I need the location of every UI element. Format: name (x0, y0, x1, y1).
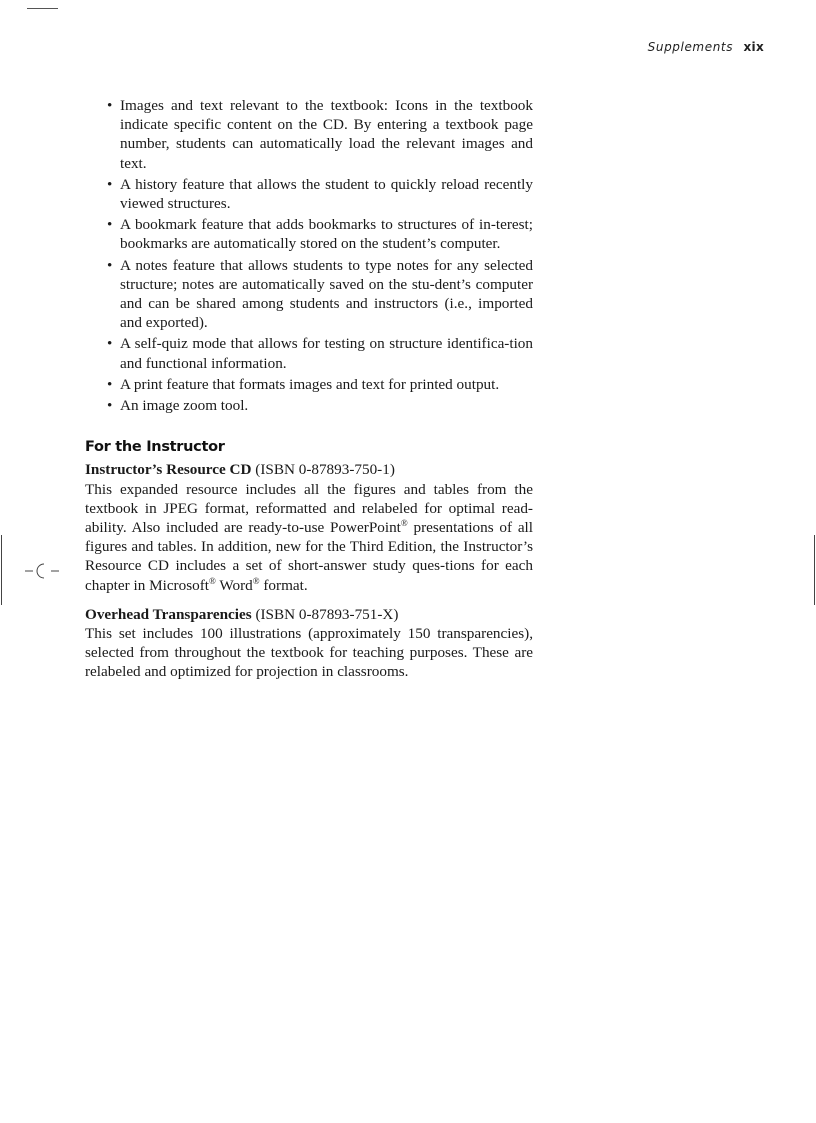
bullet-glyph: • (107, 216, 113, 234)
entry-title (85, 605, 533, 624)
registered-mark: ® (209, 575, 216, 586)
registration-mark-icon (24, 560, 60, 582)
list-item-text: A notes feature that allows students to type notes for any selected structure; notes are automatically saved on the stu-dent’s computer and can be shared among students and instructors (i.e., imported and exported). (120, 256, 533, 332)
bullet-glyph: • (107, 175, 113, 193)
list-item (107, 215, 533, 253)
irc-entry (85, 460, 533, 594)
running-head-section: Supplements (647, 40, 734, 54)
description-text: format. (259, 576, 308, 594)
entry-name: Overhead Transparencies (85, 605, 252, 623)
entry-name: Instructor’s Resource CD (85, 461, 252, 479)
bullet-glyph: • (107, 335, 113, 353)
crop-mark-right (814, 535, 815, 605)
description-text: presentations of all figures and tables. In addition, new for the Third Edition, the Instructor’s Resource CD includes a set of short-answer study ques-tions for each chapter in Microsoft (85, 519, 534, 594)
entry-isbn: (ISBN 0-87893-750-1) (255, 461, 395, 479)
feature-list (85, 96, 533, 415)
list-item-text: A bookmark feature that adds bookmarks to structures of in-terest; bookmarks are automatically stored on the student’s computer. (120, 216, 533, 253)
list-item-text: Images and text relevant to the textbook: Icons in the textbook indicate specific content on the CD. By entering a textbook page number, students can automatically load the relevant images and text. (120, 97, 533, 172)
list-item (107, 96, 533, 173)
description-text: Word (215, 576, 253, 594)
list-item-text: A self-quiz mode that allows for testing on structure identifica-tion and functional information. (120, 335, 533, 372)
running-head (648, 40, 764, 54)
list-item-text: A history feature that allows the student to quickly reload recently viewed structures. (120, 175, 533, 213)
crop-mark-top (27, 8, 58, 9)
bullet-glyph: • (107, 397, 113, 415)
description-text: This expanded resource includes all the figures and tables from the textbook in JPEG format, reformatted and relabeled for optimal read-ability. Also included are ready-to-use PowerPoint (85, 480, 533, 537)
section-heading: For the Instructor (85, 439, 225, 456)
bullet-glyph: • (107, 97, 113, 114)
page-body (85, 96, 533, 692)
list-item (107, 396, 533, 415)
entry-description (85, 480, 533, 595)
entry-isbn: (ISBN 0-87893-751-X) (255, 605, 399, 623)
registered-mark: ® (252, 575, 260, 586)
list-item-text: A print feature that formats images and text for printed output. (120, 375, 500, 393)
crop-mark-left (1, 535, 2, 605)
list-item (107, 175, 533, 213)
bullet-glyph: • (107, 256, 113, 274)
entry-title (85, 460, 533, 479)
registered-mark: ® (400, 518, 408, 529)
list-item (107, 375, 533, 394)
list-item (107, 334, 533, 372)
list-item (107, 256, 533, 333)
transparencies-entry (85, 605, 533, 682)
entry-description: This set includes 100 illustrations (approximately 150 transparencies), selected from throughout the textbook for teaching purposes. These are relabeled and optimized for projection in classrooms. (85, 625, 533, 681)
list-item-text: An image zoom tool. (120, 397, 249, 415)
bullet-glyph: • (107, 375, 113, 393)
page-number: xix (743, 40, 764, 54)
